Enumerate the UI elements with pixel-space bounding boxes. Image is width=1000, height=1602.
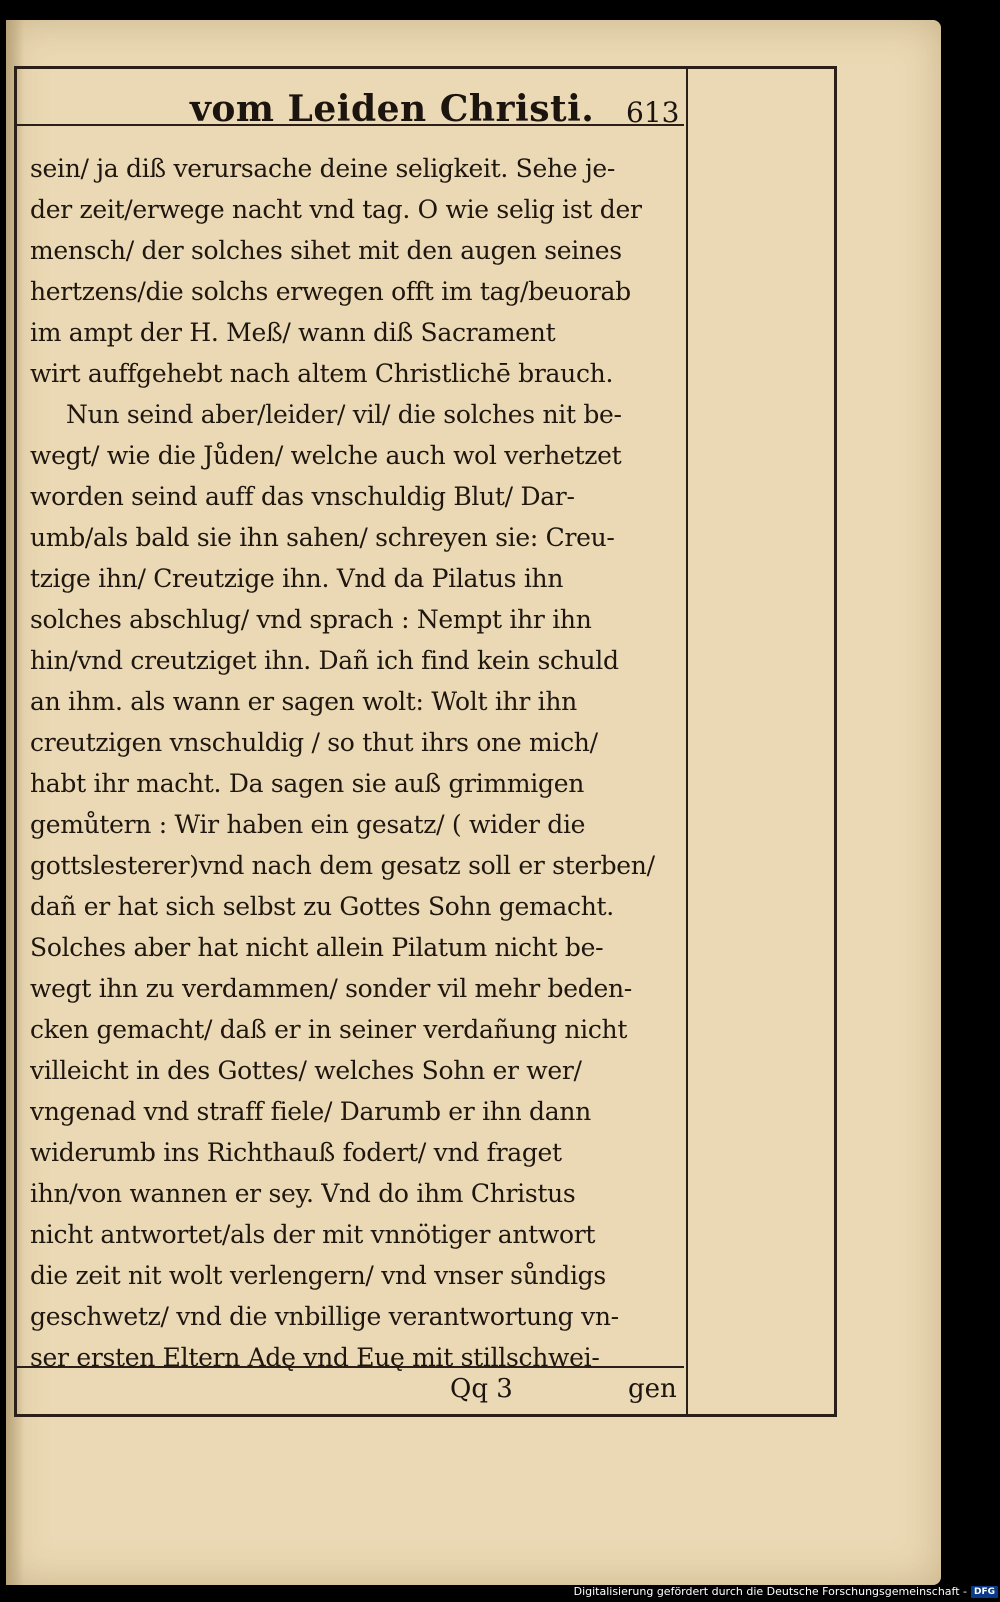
text-line: nicht antwortet/als der mit vnnötiger antwort bbox=[30, 1220, 596, 1249]
text-line: gottslesterer)vnd nach dem gesatz soll er sterben/ bbox=[30, 851, 655, 880]
text-line: habt ihr macht. Da sagen sie auß grimmigen bbox=[30, 769, 585, 798]
text-line: hin/vnd creutziget ihn. Dañ ich find kein schuld bbox=[30, 646, 619, 675]
text-line: gemůtern : Wir haben ein gesatz/ ( wider die bbox=[30, 810, 586, 839]
text-line: widerumb ins Richthauß fodert/ vnd fraget bbox=[30, 1138, 562, 1167]
text-line: sein/ ja diß verursache deine seligkeit. Sehe je- bbox=[30, 154, 616, 183]
text-line: worden seind auff das vnschuldig Blut/ Dar- bbox=[30, 482, 575, 511]
text-line: ihn/von wannen er sey. Vnd do ihm Christus bbox=[30, 1179, 576, 1208]
text-line: creutzigen vnschuldig / so thut ihrs one mich/ bbox=[30, 728, 598, 757]
text-line: solches abschlug/ vnd sprach : Nempt ihr ihn bbox=[30, 605, 592, 634]
text-line: vngenad vnd straff fiele/ Darumb er ihn dann bbox=[30, 1097, 591, 1126]
signature-mark: Qq 3 bbox=[450, 1374, 513, 1404]
text-line: villeicht in des Gottes/ welches Sohn er wer/ bbox=[30, 1056, 582, 1085]
text-line: wegt ihn zu verdammen/ sonder vil mehr beden- bbox=[30, 974, 632, 1003]
text-line: Solches aber hat nicht allein Pilatum nicht be- bbox=[30, 933, 604, 962]
text-line: wegt/ wie die Jůden/ welche auch wol verhetzet bbox=[30, 441, 622, 470]
text-line: Nun seind aber/leider/ vil/ die solches nit be- bbox=[66, 400, 622, 429]
page-number: 613 bbox=[626, 96, 680, 129]
margin-rule bbox=[686, 66, 688, 1414]
text-line: die zeit nit wolt verlengern/ vnd vnser sůndigs bbox=[30, 1261, 606, 1290]
catchword: gen bbox=[628, 1374, 677, 1404]
text-line: geschwetz/ vnd die vnbillige verantwortung vn- bbox=[30, 1302, 619, 1331]
text-line: dañ er hat sich selbst zu Gottes Sohn gemacht. bbox=[30, 892, 614, 921]
text-line: ser ersten Eltern Adę vnd Euę mit stillschwei- bbox=[30, 1343, 600, 1372]
text-line: der zeit/erwege nacht vnd tag. O wie selig ist der bbox=[30, 195, 642, 224]
text-line: wirt auffgehebt nach altem Christlichē brauch. bbox=[30, 359, 614, 388]
text-line: cken gemacht/ daß er in seiner verdañung nicht bbox=[30, 1015, 628, 1044]
text-line: umb/als bald sie ihn sahen/ schreyen sie: Creu- bbox=[30, 523, 615, 552]
text-line: im ampt der H. Meß/ wann diß Sacrament bbox=[30, 318, 556, 347]
running-head: vom Leiden Christi. bbox=[190, 88, 595, 130]
body-text bbox=[30, 148, 680, 1378]
text-line: hertzens/die solchs erwegen offt im tag/beuorab bbox=[30, 277, 631, 306]
text-line: an ihm. als wann er sagen wolt: Wolt ihr ihn bbox=[30, 687, 577, 716]
digitization-footer bbox=[574, 1585, 998, 1598]
dfg-logo: DFG bbox=[971, 1586, 998, 1598]
text-line: tzige ihn/ Creutzige ihn. Vnd da Pilatus ihn bbox=[30, 564, 564, 593]
text-line: mensch/ der solches sihet mit den augen seines bbox=[30, 236, 622, 265]
footer-credit: Digitalisierung gefördert durch die Deutsche Forschungsgemeinschaft - bbox=[573, 1585, 967, 1598]
